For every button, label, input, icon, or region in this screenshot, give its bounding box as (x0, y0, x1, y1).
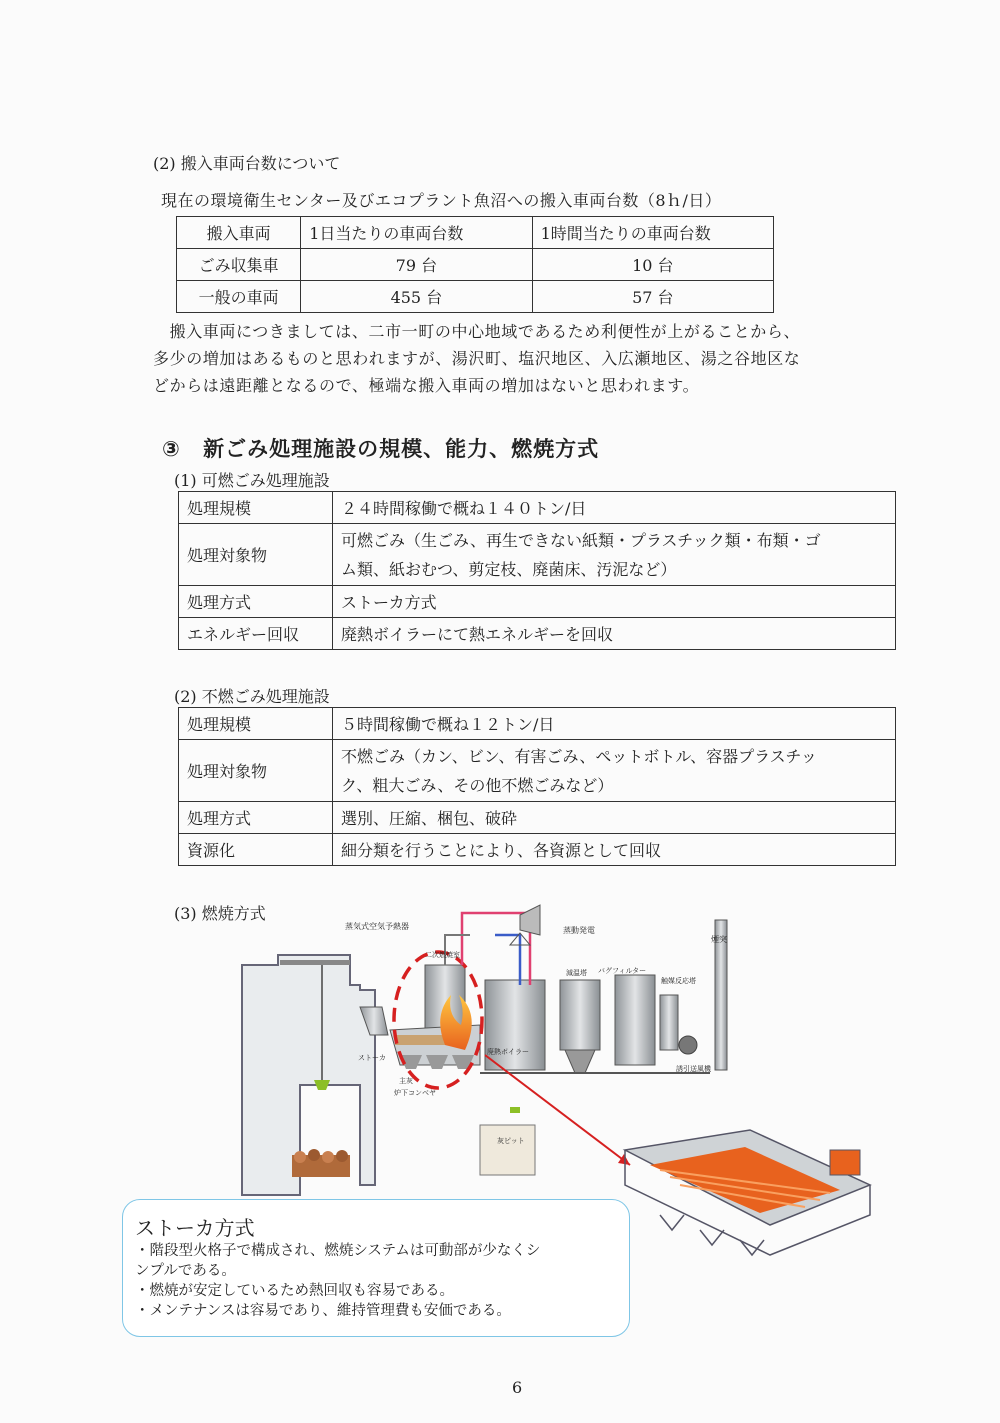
bullet-line: ンプルである。 (135, 1263, 236, 1279)
vehicles-paragraph (153, 318, 893, 399)
label-ash-pit: 灰ピット (497, 1137, 525, 1145)
cooling-tower (560, 980, 600, 1050)
value-line: ム類、紙おむつ、剪定枝、廃菌床、汚泥など） (341, 559, 677, 579)
row-value: ストーカ方式 (333, 586, 896, 618)
vehicles-heading: (2) 搬入車両台数について (153, 154, 341, 173)
combustion-heading: (3) 燃焼方式 (174, 904, 266, 923)
col-header: 搬入車両 (177, 217, 301, 249)
ash-pit (480, 1125, 535, 1175)
cell: 79 台 (301, 249, 532, 281)
waste-pile (292, 1149, 350, 1177)
para-line: 多少の増加はあるものと思われますが、湯沢町、塩沢地区、入広瀬地区、湯之谷地区な (153, 349, 801, 368)
bullet-line: ・階段型火格子で構成され、燃焼システムは可動部が少なくシ (135, 1243, 541, 1259)
crane-bucket (314, 1080, 330, 1090)
row-label: 処理対象物 (179, 740, 333, 802)
label-stoker: ストーカ (358, 1054, 386, 1062)
label-conveyor: 炉下コンベヤ (394, 1089, 436, 1097)
label-fan: 誘引送風機 (676, 1065, 711, 1073)
label-cooling-tower: 減温塔 (566, 969, 587, 977)
fan (679, 1036, 697, 1054)
row-label: エネルギー回収 (179, 618, 333, 650)
pipe-blue (495, 935, 520, 985)
callout-bullets (135, 1241, 540, 1321)
vehicles-table (176, 216, 774, 313)
table-row (179, 586, 896, 618)
bullet-line: ・メンテナンスは容易であり、維持管理費も安価である。 (135, 1303, 511, 1319)
table-row (177, 281, 774, 313)
row-value: 選別、圧縮、梱包、破砕 (333, 802, 896, 834)
label-generator: 蒸動発電 (563, 926, 595, 935)
bag-filter (615, 975, 655, 1065)
catalyst-tower (660, 995, 678, 1050)
cell: 57 台 (532, 281, 773, 313)
callout-title: ストーカ方式 (135, 1216, 255, 1240)
table-row (179, 524, 896, 586)
col-header: 1時間当たりの車両台数 (532, 217, 773, 249)
table-row (179, 802, 896, 834)
value-line: 不燃ごみ（カン、ビン、有害ごみ、ペットボトル、容器プラスチッ (341, 746, 817, 766)
row-label: 処理方式 (179, 586, 333, 618)
stoker-callout (122, 1199, 630, 1337)
page-number: 6 (512, 1378, 523, 1397)
table-row (177, 249, 774, 281)
table-header-row (177, 217, 774, 249)
row-value: 廃熱ボイラーにて熱エネルギーを回収 (333, 618, 896, 650)
cell: ごみ収集車 (177, 249, 301, 281)
table-row (179, 834, 896, 866)
row-label: 資源化 (179, 834, 333, 866)
row-value: 細分類を行うことにより、各資源として回収 (333, 834, 896, 866)
value-line: 可燃ごみ（生ごみ、再生できない紙類・プラスチック類・布類・ゴ (341, 530, 821, 550)
row-label: 処理方式 (179, 802, 333, 834)
combustible-table (178, 491, 896, 650)
value-line: ク、粗大ごみ、その他不燃ごみなど） (341, 775, 614, 795)
noncombustible-heading: (2) 不燃ごみ処理施設 (174, 687, 330, 706)
label-bag-filter: バグフィルター (598, 967, 647, 975)
combustible-heading: (1) 可燃ごみ処理施設 (174, 471, 330, 490)
table-row (179, 492, 896, 524)
row-value: ２４時間稼働で概ね１４０トン/日 (333, 492, 896, 524)
cell: 455 台 (301, 281, 532, 313)
col-header: 1日当たりの車両台数 (301, 217, 532, 249)
section-title: 新ごみ処理施設の規模、能力、燃焼方式 (203, 437, 600, 461)
ash-hoppers (400, 1055, 474, 1069)
para-line: 搬入車両につきましては、二市一町の中心地域であるため利便性が上がることから、 (153, 322, 801, 341)
crane-rail (280, 960, 350, 965)
vehicles-caption: 現在の環境衛生センター及びエコプラント魚沼への搬入車両台数（8ｈ/日） (161, 191, 722, 210)
label-catalyst: 触媒反応塔 (661, 977, 696, 985)
table-row (179, 618, 896, 650)
row-label: 処理規模 (179, 492, 333, 524)
row-label: 処理対象物 (179, 524, 333, 586)
row-value: ５時間稼働で概ね１２トン/日 (333, 708, 896, 740)
bullet-line: ・燃焼が安定しているため熱回収も容易である。 (135, 1283, 454, 1299)
para-line: どからは遠距離となるので、極端な搬入車両の増加はないと思われます。 (153, 376, 700, 395)
stoker-3d-illustration (625, 1130, 870, 1255)
label-air-preheater: 蒸気式空気予熱器 (345, 922, 409, 931)
label-boiler: 廃熱ボイラー (487, 1048, 529, 1056)
ash-crane (510, 1107, 520, 1113)
cell: 一般の車両 (177, 281, 301, 313)
row-value (333, 524, 896, 586)
table-row (179, 708, 896, 740)
label-second-chamber: 二次燃焼室 (425, 951, 460, 959)
cell: 10 台 (532, 249, 773, 281)
row-label: 処理規模 (179, 708, 333, 740)
label-ash: 主灰 (399, 1077, 413, 1085)
label-chimney: 煙突 (711, 935, 727, 944)
table-row (179, 740, 896, 802)
generator (520, 905, 540, 935)
noncombustible-table (178, 707, 896, 866)
section-marker: ③ (162, 437, 181, 461)
row-value (333, 740, 896, 802)
section-heading (162, 433, 599, 463)
